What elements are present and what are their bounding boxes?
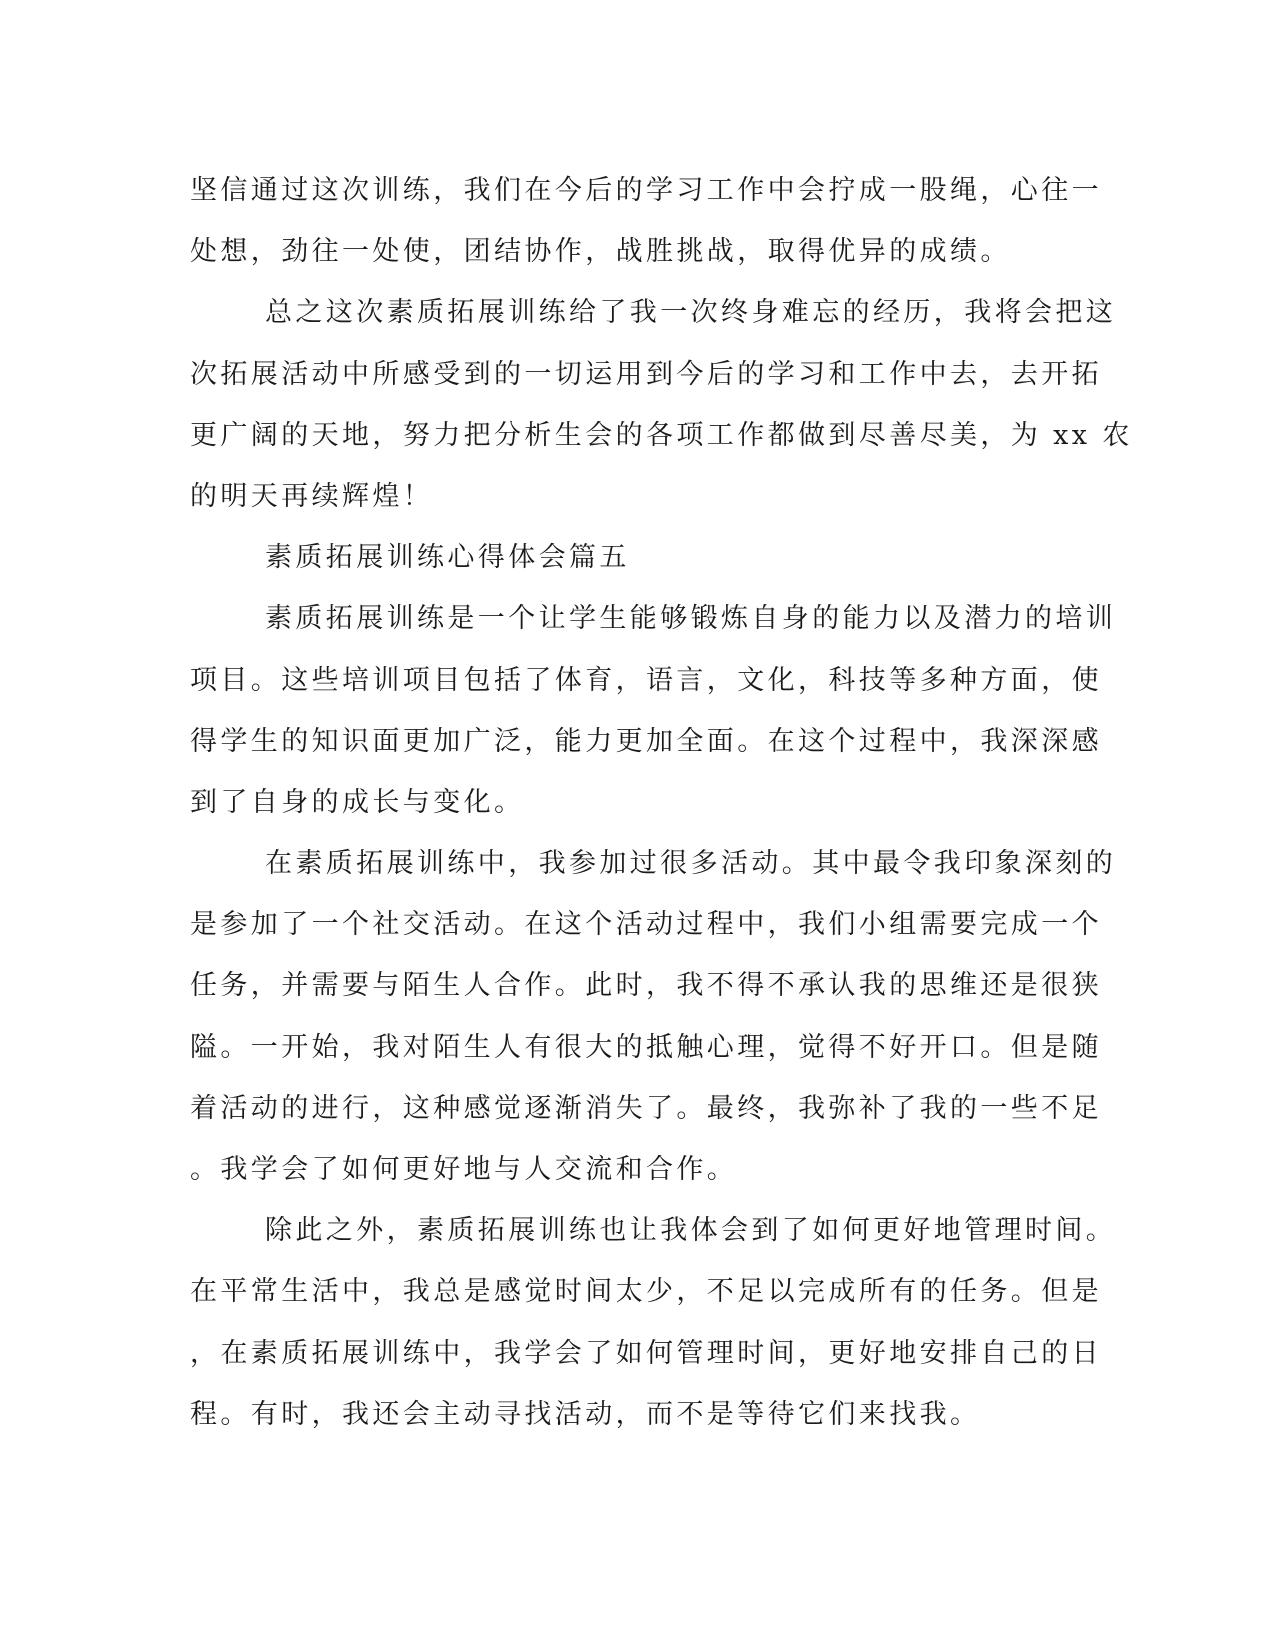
text-line: 项目。这些培训项目包括了体育，语言，文化，科技等多种方面，使: [190, 664, 1102, 696]
text-line: 除此之外，素质拓展训练也让我体会到了如何更好地管理时间。: [265, 1215, 1117, 1247]
section-heading: 素质拓展训练心得体会篇五: [265, 542, 630, 574]
text-line: 处想，劲往一处使，团结协作，战胜挑战，取得优异的成绩。: [190, 236, 1011, 268]
text-line: 次拓展活动中所感受到的一切运用到今后的学习和工作中去，去开拓: [190, 358, 1102, 390]
text-line: 是参加了一个社交活动。在这个活动过程中，我们小组需要完成一个: [190, 909, 1102, 941]
document-body: [190, 160, 1133, 1445]
text-line: 在素质拓展训练中，我参加过很多活动。其中最令我印象深刻的: [265, 848, 1117, 880]
text-line: 。我学会了如何更好地与人交流和合作。: [190, 1154, 738, 1185]
text-line: ，在素质拓展训练中，我学会了如何管理时间，更好地安排自己的日: [190, 1337, 1102, 1369]
text-line: 得学生的知识面更加广泛，能力更加全面。在这个过程中，我深深感: [190, 725, 1102, 757]
text-line: 在平常生活中，我总是感觉时间太少，不足以完成所有的任务。但是: [190, 1276, 1102, 1308]
text-line: 素质拓展训练是一个让学生能够锻炼自身的能力以及潜力的培训: [265, 603, 1117, 635]
text-line: 坚信通过这次训练，我们在今后的学习工作中会拧成一股绳，心往一: [190, 175, 1102, 206]
text-line: 到了自身的成长与变化。: [190, 786, 525, 818]
text-line: 的明天再续辉煌！: [190, 480, 434, 512]
text-line: 隘。一开始，我对陌生人有很大的抵触心理，觉得不好开口。但是随: [190, 1031, 1102, 1063]
text-line: 任务，并需要与陌生人合作。此时，我不得不承认我的思维还是很狭: [190, 970, 1102, 1002]
text-line: 更广阔的天地，努力把分析生会的各项工作都做到尽善尽美，为 xx 农: [190, 419, 1133, 451]
text-line: 着活动的进行，这种感觉逐渐消失了。最终，我弥补了我的一些不足: [190, 1092, 1102, 1124]
text-line: 总之这次素质拓展训练给了我一次终身难忘的经历，我将会把这: [265, 297, 1117, 329]
text-line: 程。有时，我还会主动寻找活动，而不是等待它们来找我。: [190, 1398, 981, 1430]
